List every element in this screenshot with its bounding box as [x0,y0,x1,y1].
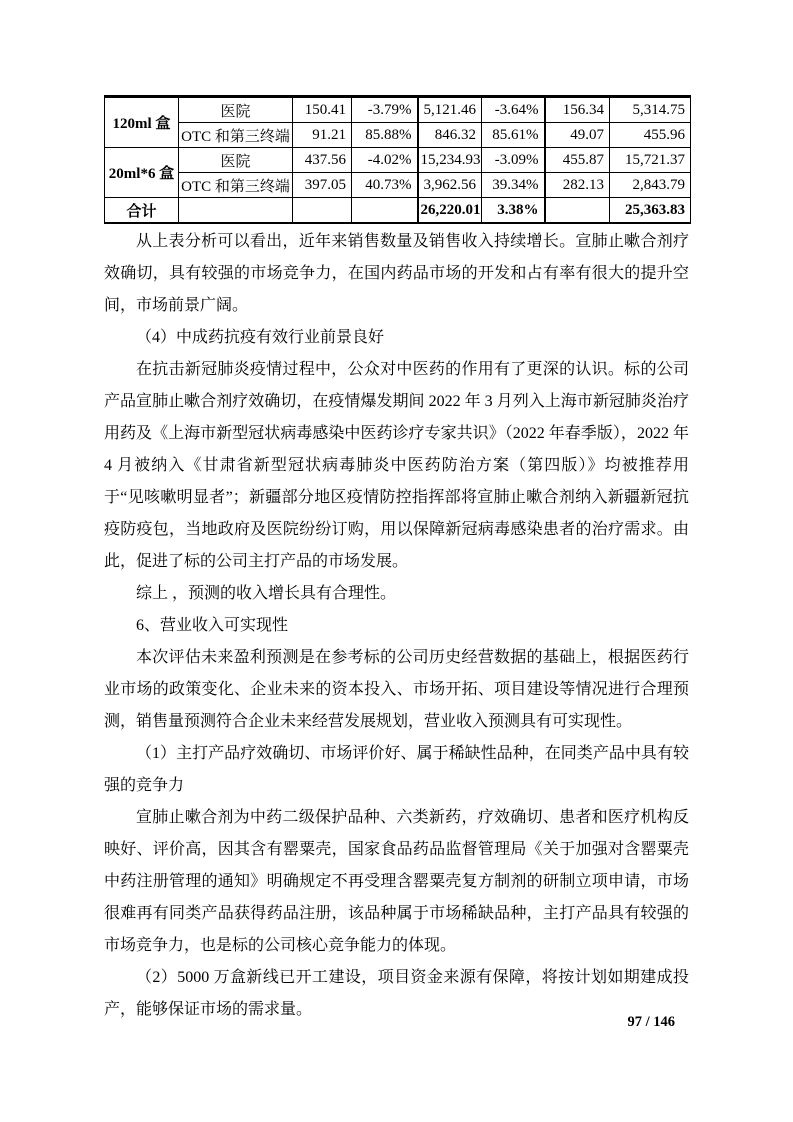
cell-revenue: 846.32 [418,123,482,148]
page-number: 97 / 146 [627,1014,675,1030]
paragraph-point-2: （2）5000 万盒新线已开工建设，项目资金来源有保障，将按计划如期建成投产，能够保证市场的需求量。 [104,969,689,1018]
paragraph-table-analysis: 从上表分析可以看出，近年来销售数量及销售收入持续增长。宣肺止嗽合剂疗效确切，具有较强的市场竞争力，在国内药品市场的开发和占有率有很大的提升空间，市场前景广阔。 [104,233,689,314]
cell-volume-growth: -3.79% [352,97,418,123]
table-row [105,97,691,123]
cell-volume-prior: 455.87 [545,148,610,173]
table-row [105,173,691,198]
cell-volume: 150.41 [293,97,352,123]
cell-empty [352,198,418,224]
cell-volume: 397.05 [293,173,352,198]
cell-volume-growth: 85.88% [352,123,418,148]
paragraph-forecast-basis: 本次评估未来盈利预测是在参考标的公司历史经营数据的基础上，根据医药行业市场的政策变化、企业未来的资本投入、市场开拓、项目建设等情况进行合理预测，销售量预测符合企业未来经营发展规划，营业收入预测具有可实现性。 [104,649,689,730]
product-group-label: 20ml*6 盒 [105,148,179,198]
cell-volume-growth: -4.02% [352,148,418,173]
cell-revenue: 5,121.46 [418,97,482,123]
paragraph-summary: 综上 ，预测的收入增长具有合理性。 [136,585,397,602]
cell-channel: 医院 [179,148,293,173]
cell-revenue-prior: 5,314.75 [610,97,691,123]
cell-channel: 医院 [179,97,293,123]
table-row [105,148,691,173]
cell-revenue-prior: 455.96 [610,123,691,148]
sales-forecast-table [104,95,691,224]
paragraph-covid-impact: 在抗击新冠肺炎疫情过程中，公众对中医药的作用有了更深的认识。标的公司产品宣肺止嗽合剂疗效确切，在疫情爆发期间 2022 年 3 月列入上海市新冠肺炎治疗用药及《上海市新型冠状病毒感染中医药诊疗专家共识》（2022 年春季版），2022 年 4 月被纳入《甘肃省新型冠状病毒肺炎中医药防治方案（第四版）》均被推荐用于“见咳嗽明显者”；新疆部分地区疫情防控指挥部将宣肺止嗽合剂纳入新疆新冠抗疫防疫包，当地政府及医院纷纷订购，用以保障新冠病毒感染患者的治疗需求。由此，促进了标的公司主打产品的市场发展。 [104,361,689,570]
paragraph-product-scarcity: 宣肺止嗽合剂为中药二级保护品种、六类新药，疗效确切、患者和医疗机构反映好、评价高，因其含有罂粟壳，国家食品药品监督管理局《关于加强对含罂粟壳中药注册管理的通知》明确规定不再受理含罂粟壳复方制剂的研制立项申请，市场很难再有同类产品获得药品注册，该品种属于市场稀缺品种，主打产品具有较强的市场竞争力，也是标的公司核心竞争能力的体现。 [104,809,689,954]
total-revenue-growth: 3.38% [482,198,545,224]
cell-volume-growth: 40.73% [352,173,418,198]
cell-channel: OTC 和第三终端 [179,173,293,198]
cell-revenue: 15,234.93 [418,148,482,173]
heading-section-6: 6、营业收入可实现性 [136,617,289,634]
total-label: 合计 [105,198,179,224]
cell-volume-prior: 49.07 [545,123,610,148]
cell-volume: 91.21 [293,123,352,148]
table-total-row [105,198,691,224]
cell-empty [545,198,610,224]
cell-volume: 437.56 [293,148,352,173]
table-row [105,123,691,148]
cell-revenue-growth: -3.64% [482,97,545,123]
product-group-label: 120ml 盒 [105,97,179,148]
cell-revenue-growth: 85.61% [482,123,545,148]
cell-revenue: 3,962.56 [418,173,482,198]
cell-revenue-prior: 2,843.79 [610,173,691,198]
heading-item-4: （4）中成药抗疫有效行业前景良好 [136,329,385,346]
cell-empty [179,198,293,224]
total-revenue: 26,220.01 [418,198,482,224]
body-text [104,226,689,1026]
cell-channel: OTC 和第三终端 [179,123,293,148]
cell-revenue-growth: 39.34% [482,173,545,198]
cell-volume-prior: 156.34 [545,97,610,123]
cell-empty [293,198,352,224]
cell-revenue-growth: -3.09% [482,148,545,173]
cell-volume-prior: 282.13 [545,173,610,198]
cell-revenue-prior: 15,721.37 [610,148,691,173]
heading-point-1: （1）主打产品疗效确切、市场评价好、属于稀缺性品种，在同类产品中具有较强的竞争力 [104,745,689,794]
total-revenue-prior: 25,363.83 [610,198,691,224]
